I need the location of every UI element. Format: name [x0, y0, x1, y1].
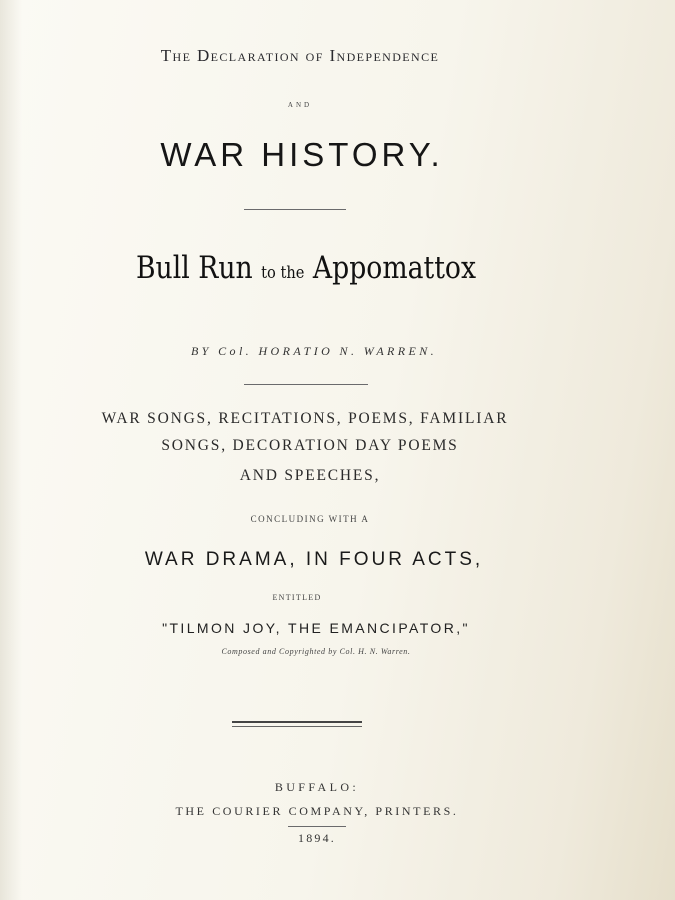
contents-line: WAR SONGS, RECITATIONS, POEMS, FAMILIAR: [101, 410, 509, 427]
imprint-city: BUFFALO:: [274, 780, 360, 794]
double-rule-bottom: [232, 726, 362, 727]
entitled-line: ENTITLED: [272, 593, 322, 602]
concluding-line: CONCLUDING WITH A: [250, 514, 370, 524]
main-title: WAR HISTORY.: [160, 136, 444, 173]
imprint-year: 1894.: [298, 831, 336, 845]
subtitle-middle: to the: [261, 263, 305, 283]
drama-heading: WAR DRAMA, IN FOUR ACTS,: [144, 549, 484, 570]
subtitle: [43, 250, 569, 286]
divider-rule: [244, 384, 368, 385]
author-line: BY Col. HORATIO N. WARREN.: [190, 344, 438, 358]
subtitle-end: Appomattox: [312, 250, 477, 286]
and-connector: AND: [287, 101, 313, 109]
contents-line: AND SPEECHES,: [239, 467, 381, 484]
contents-line: SONGS, DECORATION DAY POEMS: [161, 437, 459, 454]
divider-rule: [244, 209, 346, 210]
imprint-rule: [288, 826, 346, 827]
imprint-printer: THE COURIER COMPANY, PRINTERS.: [175, 804, 459, 818]
copyright-line: Composed and Copyrighted by Col. H. N. Warren.: [221, 647, 411, 656]
subtitle-start: Bull Run: [135, 250, 253, 286]
double-rule-top: [232, 721, 362, 723]
declaration-heading: The Declaration of Independence: [160, 46, 440, 65]
play-title: "TILMON JOY, THE EMANCIPATOR,": [162, 620, 470, 636]
